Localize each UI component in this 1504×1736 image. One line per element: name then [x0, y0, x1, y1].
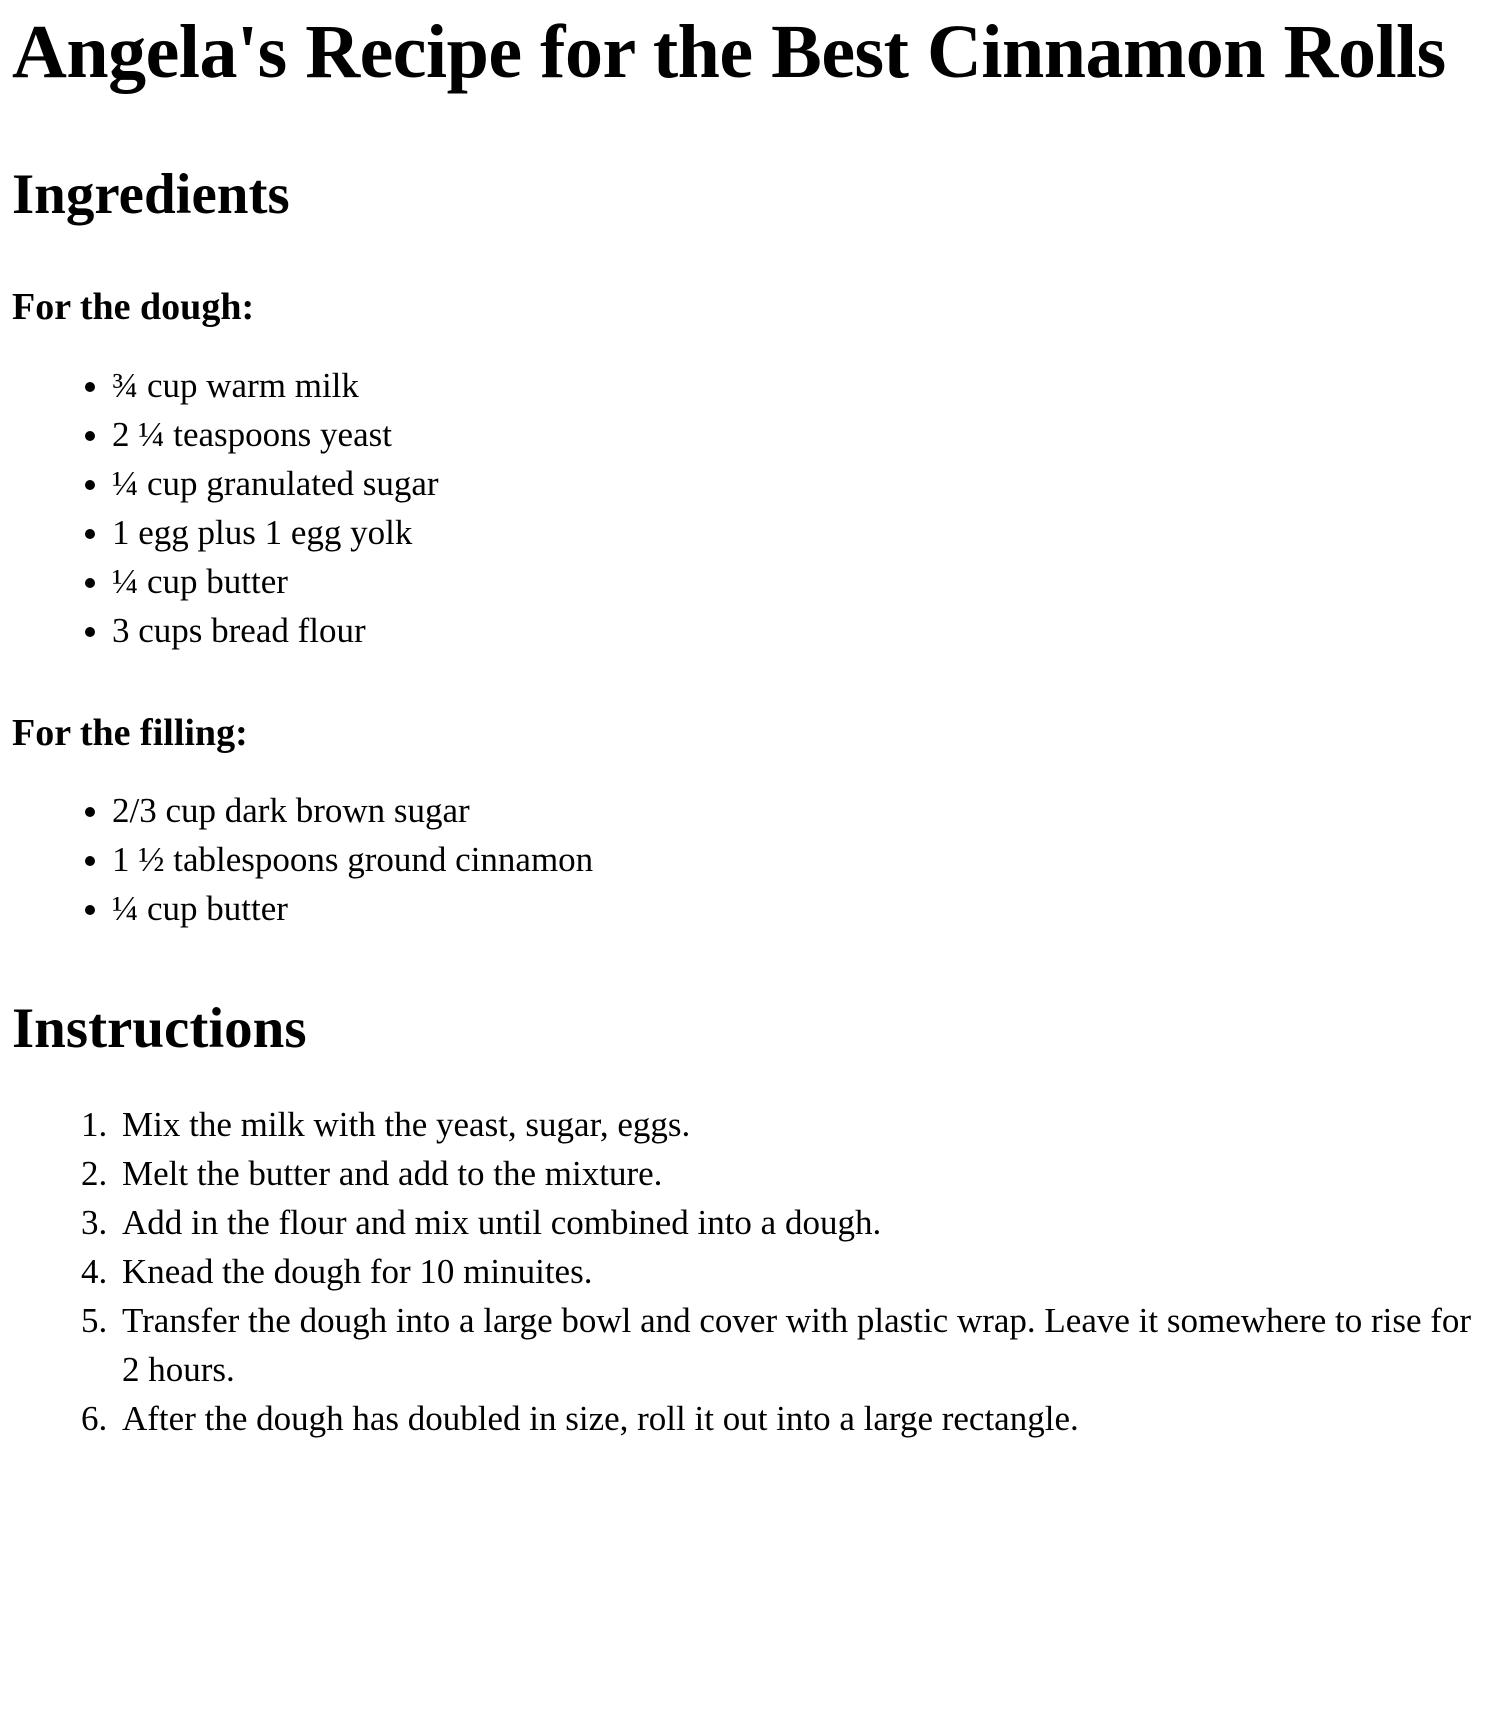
instruction-list: [12, 1100, 1492, 1443]
list-item: • 1 egg plus 1 egg yolk: [112, 508, 1492, 557]
ingredients-heading: Ingredients: [12, 162, 290, 226]
dough-ingredient-list: [12, 361, 1492, 655]
list-item: 4. Knead the dough for 10 minuites.: [116, 1247, 1492, 1296]
list-item: • ¾ cup warm milk: [112, 361, 1492, 410]
list-item: • 2 ¼ teaspoons yeast: [112, 410, 1492, 459]
list-item: 5. Transfer the dough into a large bowl and cover with plastic wrap. Leave it somewhere to rise for 2 hours.: [116, 1296, 1492, 1394]
list-item: • 3 cups bread flour: [112, 606, 1492, 655]
list-item: • 1 ½ tablespoons ground cinnamon: [112, 835, 1492, 884]
list-item: • ¼ cup granulated sugar: [112, 459, 1492, 508]
filling-ingredient-list: [12, 786, 1492, 933]
list-item: 6. After the dough has doubled in size, roll it out into a large rectangle.: [116, 1394, 1492, 1443]
list-item: 2. Melt the butter and add to the mixture.: [116, 1149, 1492, 1198]
list-item: • ¼ cup butter: [112, 884, 1492, 933]
bottom-spacer: [12, 1443, 1492, 1453]
list-item: • 2/3 cup dark brown sugar: [112, 786, 1492, 835]
list-item: 3. Add in the flour and mix until combined into a dough.: [116, 1198, 1492, 1247]
list-item: 1. Mix the milk with the yeast, sugar, eggs.: [116, 1100, 1492, 1149]
page-title: Angela's Recipe for the Best Cinnamon Rolls: [12, 10, 1446, 94]
dough-subheading: For the dough:: [12, 286, 255, 329]
instructions-heading: Instructions: [12, 997, 307, 1061]
list-item: • ¼ cup butter: [112, 557, 1492, 606]
filling-subheading: For the filling:: [12, 711, 248, 754]
